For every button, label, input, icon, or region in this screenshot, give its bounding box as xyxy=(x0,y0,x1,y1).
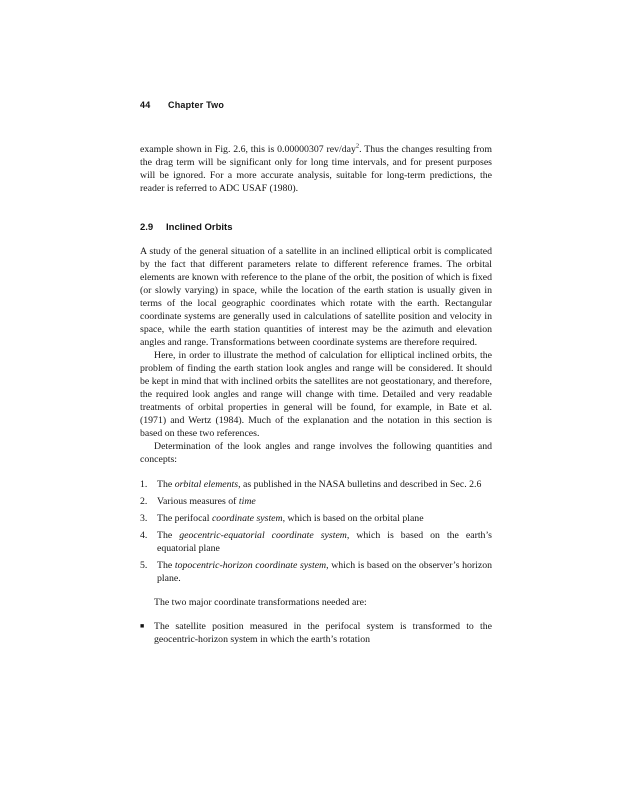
text-column xyxy=(140,100,492,646)
list-marker: 1. xyxy=(140,479,148,490)
paragraph-look-angles: Here, in order to illustrate the method of calculation for elliptical inclined orbits, the problem of finding the earth station look angles and range will be considered. It should be kept in mind that with inclined orbits the satellites are not geostationary, and therefore, the required look angles and range will change with time. Detailed and very readable treatments of orbital properties in general will be found, for example, in Bate et al. (1971) and Wertz (1984). Much of the explanation and the notation in this section is based on these two references. xyxy=(140,350,492,439)
list-item xyxy=(140,478,492,491)
chapter-title: Chapter Two xyxy=(168,100,225,110)
page-number: 44 xyxy=(140,100,151,110)
list-item-text: The geocentric-equatorial coordinate system, which is based on the earth’s equatorial plane xyxy=(157,530,492,554)
list-item xyxy=(140,495,492,508)
list-item xyxy=(140,529,492,555)
bullet-item xyxy=(140,620,492,646)
numbered-list xyxy=(140,478,492,585)
list-item xyxy=(140,559,492,585)
paragraph-determination: Determination of the look angles and range involves the following quantities and concepts: xyxy=(140,441,492,465)
list-item-text: The perifocal coordinate system, which is based on the orbital plane xyxy=(157,513,424,524)
running-head xyxy=(140,100,492,110)
bullet-item-text: The satellite position measured in the perifocal system is transformed to the geocentric-horizon system in which the earth’s rotation xyxy=(154,621,492,645)
section-title: Inclined Orbits xyxy=(166,222,233,233)
list-item-text: The topocentric-horizon coordinate system, which is based on the observer’s horizon plane. xyxy=(157,560,493,584)
list-marker: 2. xyxy=(140,496,148,507)
list-marker: 3. xyxy=(140,513,148,524)
paragraph-drag-term: example shown in Fig. 2.6, this is 0.00000307 rev/day$^2$. Thus the changes resulting from the drag term will be significant only for long time intervals, and for present purposes will be ignored. For a more accurate analysis, suitable for long-term predictions, the reader is referred to ADC USAF (1980). xyxy=(140,142,493,194)
paragraph-inclined-intro: A study of the general situation of a satellite in an inclined elliptical orbit is complicated by the fact that different parameters relate to different reference frames. The orbital elements are known with reference to the plane of the orbit, the position of which is fixed (or slowly varying) in space, while the location of the earth station is usually given in terms of the local geographic coordinates which rotate with the earth. Rectangular coordinate systems are generally used in calculations of satellite position and velocity in space, while the earth station quantities of interest may be the azimuth and elevation angles and range. Transformations between coordinate systems are therefore required. xyxy=(140,246,492,348)
list-item xyxy=(140,512,492,525)
section-heading xyxy=(140,222,492,233)
list-marker: 4. xyxy=(140,530,148,541)
square-bullet-icon: ■ xyxy=(140,622,145,630)
list-item-text: The orbital elements, as published in the NASA bulletins and described in Sec. 2.6 xyxy=(157,479,482,490)
paragraph-transformations: The two major coordinate transformations needed are: xyxy=(154,597,367,608)
list-item-text: Various measures of time xyxy=(157,496,256,507)
list-marker: 5. xyxy=(140,560,148,571)
section-number: 2.9 xyxy=(140,222,154,233)
